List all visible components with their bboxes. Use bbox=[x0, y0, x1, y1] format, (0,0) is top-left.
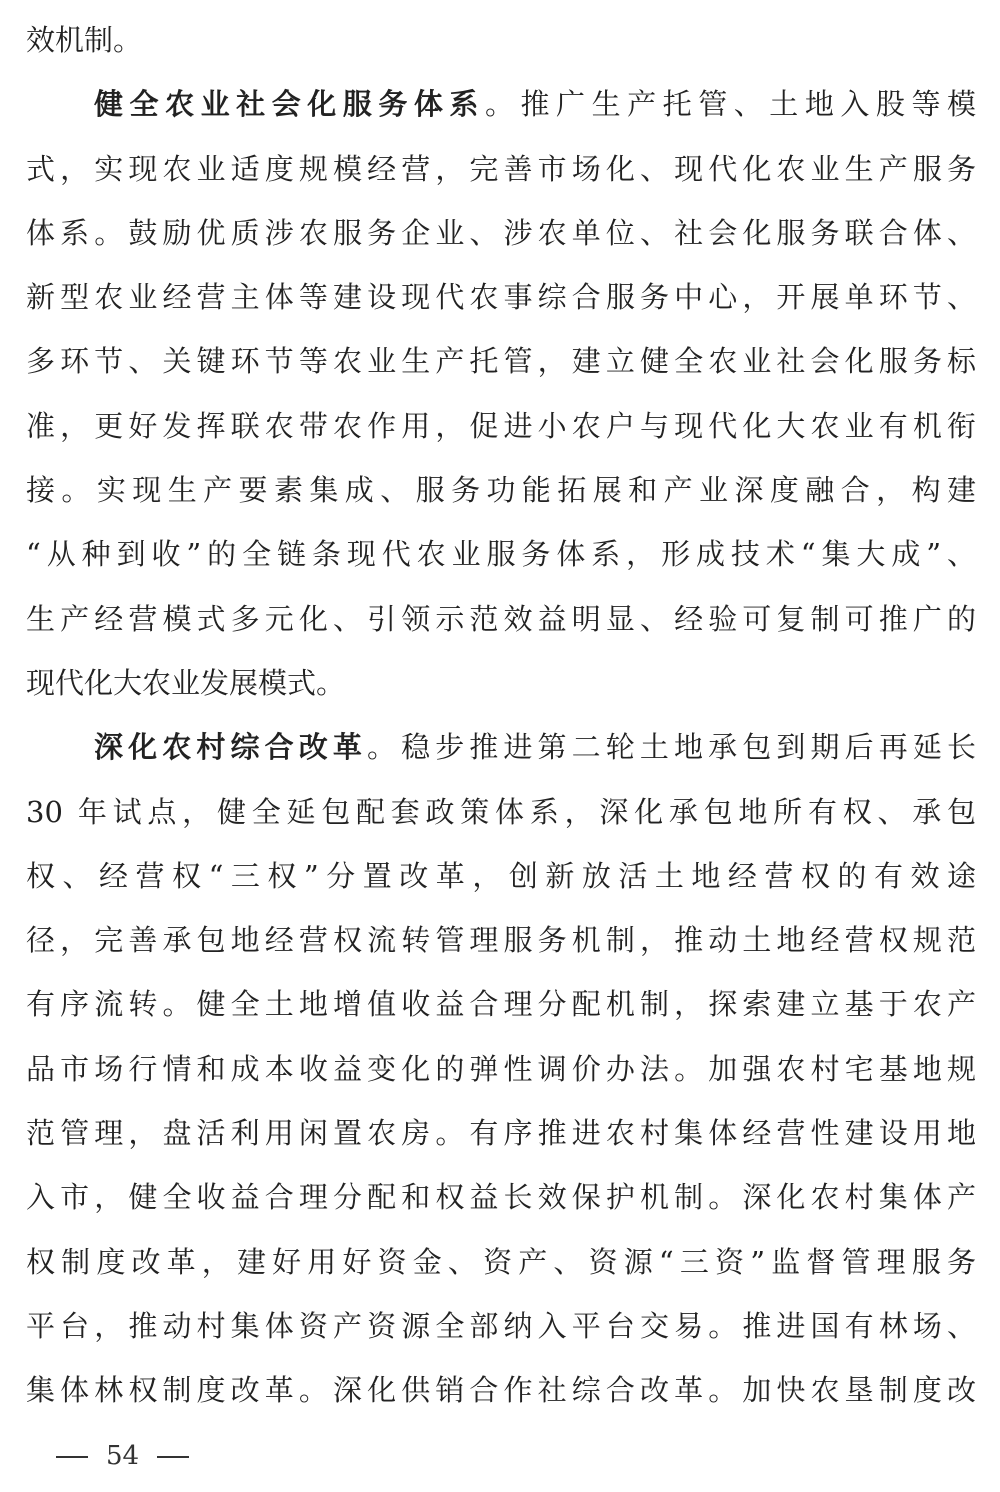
text-line: 平台，推动村集体资产资源全部纳入平台交易。推进国有林场、 bbox=[26, 1308, 976, 1343]
page-footer bbox=[56, 1436, 189, 1476]
text-line: 30 年试点，健全延包配套政策体系，深化承包地所有权、承包 bbox=[26, 794, 976, 829]
text-line: 范管理，盘活利用闲置农房。有序推进农村集体经营性建设用地 bbox=[26, 1116, 976, 1151]
text-line: 健全农业社会化服务体系。推广生产托管、土地入股等模 bbox=[94, 87, 976, 122]
text-line: 效机制。 bbox=[26, 23, 143, 57]
paragraph-heading: 深化农村综合改革 bbox=[94, 730, 367, 765]
text-line: 权、经营权“三权”分置改革，创新放活土地经营权的有效途 bbox=[26, 858, 976, 893]
text-line: 多环节、关键环节等农业生产托管，建立健全农业社会化服务标 bbox=[26, 344, 976, 379]
text-line: 准，更好发挥联农带农作用，促进小农户与现代化大农业有机衔 bbox=[26, 408, 976, 443]
paragraph-heading: 健全农业社会化服务体系 bbox=[94, 87, 485, 122]
footer-dash-right bbox=[157, 1456, 189, 1458]
text-line: 入市，健全收益合理分配和权益长效保护机制。深化农村集体产 bbox=[26, 1180, 976, 1215]
text-line: 有序流转。健全土地增值收益合理分配机制，探索建立基于农产 bbox=[26, 987, 976, 1022]
text-line: 径，完善承包地经营权流转管理服务机制，推动土地经营权规范 bbox=[26, 923, 976, 958]
text-line: 权制度改革，建好用好资金、资产、资源“三资”监督管理服务 bbox=[26, 1244, 976, 1279]
body-text bbox=[26, 8, 976, 1423]
text-line: 深化农村综合改革。稳步推进第二轮土地承包到期后再延长 bbox=[94, 730, 976, 765]
page-number: 54 bbox=[106, 1441, 140, 1471]
text-line: “从种到收”的全链条现代农业服务体系，形成技术“集大成”、 bbox=[26, 537, 976, 572]
footer-dash-left bbox=[56, 1456, 88, 1458]
text-line: 现代化大农业发展模式。 bbox=[26, 665, 346, 700]
text-line: 式，实现农业适度规模经营，完善市场化、现代化农业生产服务 bbox=[26, 151, 976, 186]
text-line: 品市场行情和成本收益变化的弹性调价办法。加强农村宅基地规 bbox=[26, 1051, 976, 1086]
text-line: 集体林权制度改革。深化供销合作社综合改革。加快农垦制度改 bbox=[26, 1373, 976, 1408]
text-line: 生产经营模式多元化、引领示范效益明显、经验可复制可推广的 bbox=[26, 601, 976, 636]
text-line: 接。实现生产要素集成、服务功能拓展和产业深度融合，构建 bbox=[26, 473, 976, 508]
text-line: 体系。鼓励优质涉农服务企业、涉农单位、社会化服务联合体、 bbox=[26, 215, 976, 250]
text-line: 新型农业经营主体等建设现代农事综合服务中心，开展单环节、 bbox=[26, 280, 976, 315]
